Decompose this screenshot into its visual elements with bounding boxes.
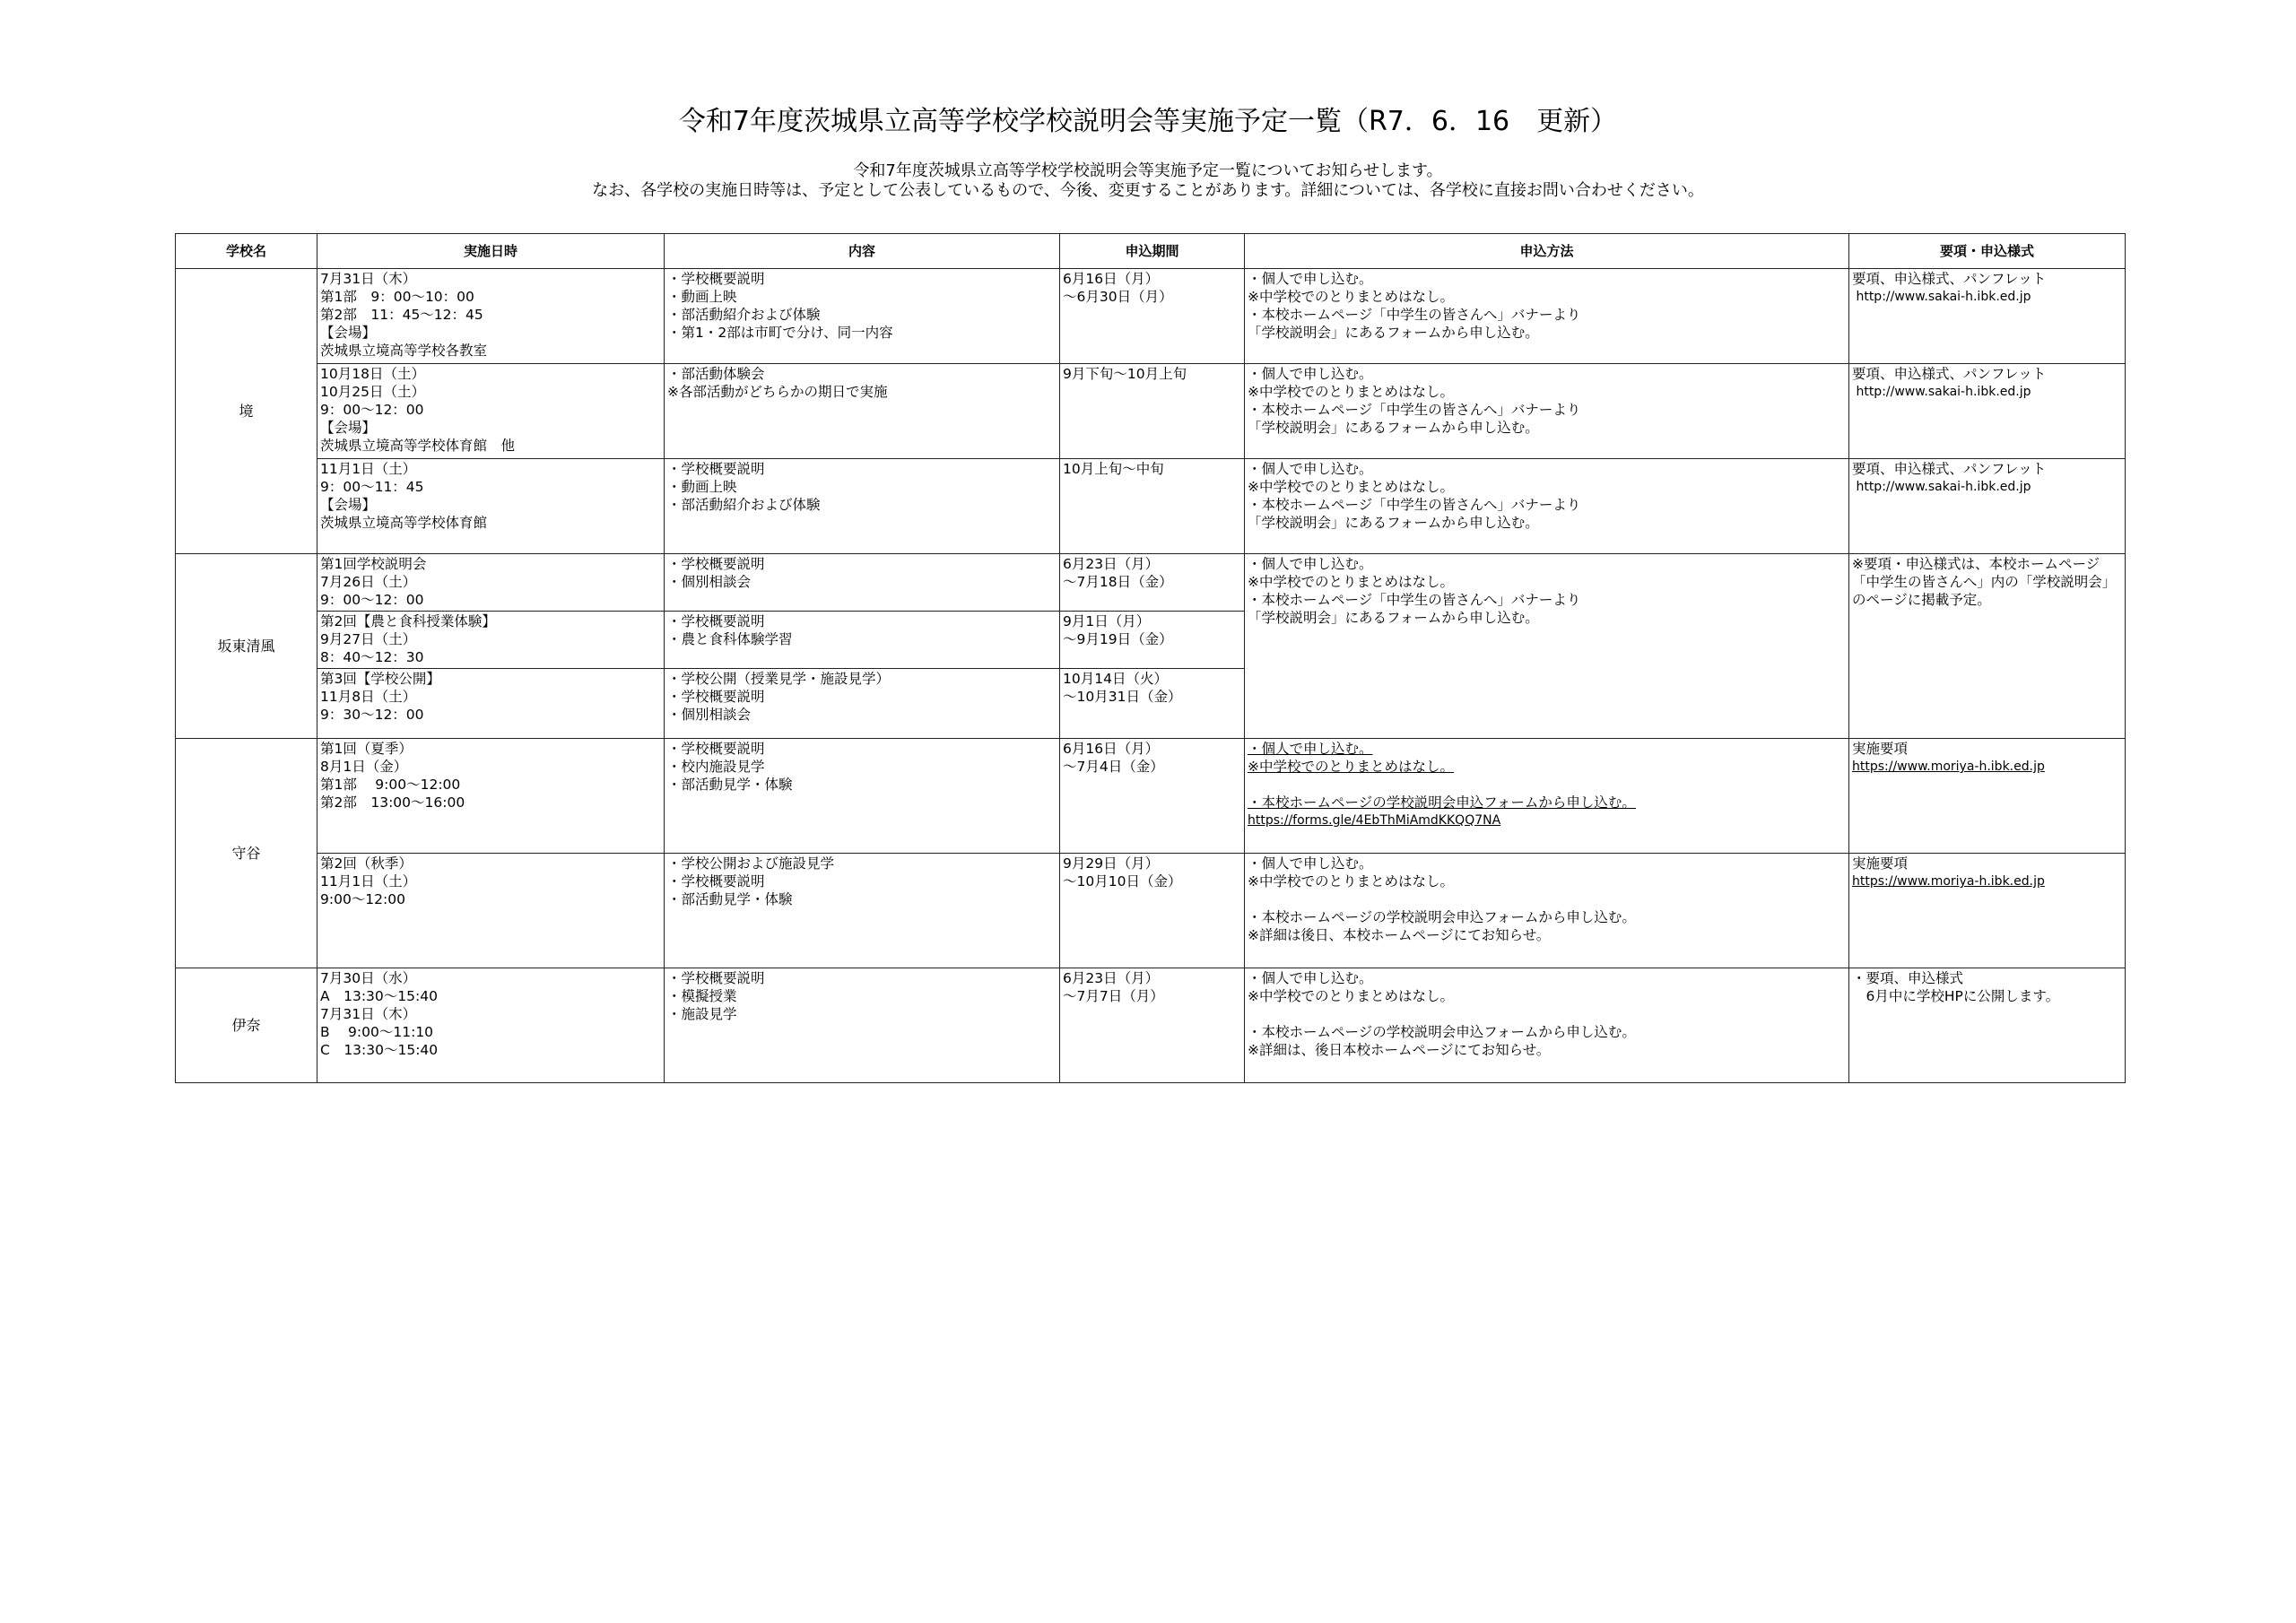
period-cell: 6月23日（月） ～7月18日（金） <box>1060 554 1245 612</box>
period-cell: 6月16日（月） ～6月30日（月） <box>1060 269 1245 364</box>
forms-cell: ・要項、申込様式 6月中に学校HPに公開します。 <box>1849 968 2126 1083</box>
period-cell: 10月上旬～中旬 <box>1060 459 1245 554</box>
period-cell: 6月23日（月） ～7月7日（月） <box>1060 968 1245 1083</box>
forms-cell: 要項、申込様式、パンフレット http://www.sakai-h.ibk.ed.jp <box>1849 459 2126 554</box>
method-cell: ・個人で申し込む。 ※中学校でのとりまとめはなし。 ・本校ホームページ「中学生の皆さんへ」バナーより 「学校説明会」にあるフォームから申し込む。 <box>1245 459 1849 554</box>
content-cell: ・学校公開および施設見学 ・学校概要説明 ・部活動見学・体験 <box>665 854 1060 968</box>
table-row <box>176 459 2126 554</box>
content-cell: ・学校概要説明 ・個別相談会 <box>665 554 1060 612</box>
school-url-link[interactable]: http://www.sakai-h.ibk.ed.jp <box>1852 385 2031 399</box>
content-cell: ・学校概要説明 ・動画上映 ・部活動紹介および体験 <box>665 459 1060 554</box>
forms-cell: 要項、申込様式、パンフレット http://www.sakai-h.ibk.ed.jp <box>1849 269 2126 364</box>
header-forms: 要項・申込様式 <box>1849 234 2126 269</box>
school-name: 守谷 <box>176 739 317 968</box>
period-cell: 10月14日（火） ～10月31日（金） <box>1060 669 1245 739</box>
forms-cell: 実施要項 https://www.moriya-h.ibk.ed.jp <box>1849 854 2126 968</box>
method-cell: ・個人で申し込む。 ※中学校でのとりまとめはなし。 ・本校ホームページの学校説明会申込フォームから申し込む。 ※詳細は、後日本校ホームページにてお知らせ。 <box>1245 968 1849 1083</box>
page-title: 令和7年度茨城県立高等学校学校説明会等実施予定一覧（R7．6．16 更新） <box>678 106 1618 137</box>
table-row <box>176 854 2126 968</box>
content-cell: ・学校概要説明 ・校内施設見学 ・部活動見学・体験 <box>665 739 1060 854</box>
method-cell: ・個人で申し込む。 ※中学校でのとりまとめはなし。 ・本校ホームページ「中学生の皆さんへ」バナーより 「学校説明会」にあるフォームから申し込む。 <box>1245 364 1849 459</box>
intro-text <box>0 161 2296 201</box>
datetime-cell: 7月30日（水） A 13:30～15:40 7月31日（木） B 9:00～11:10 C 13:30～15:40 <box>317 968 665 1083</box>
content-cell: ・学校概要説明 ・農と食科体験学習 <box>665 612 1060 669</box>
school-name: 境 <box>176 269 317 554</box>
school-name: 坂東清風 <box>176 554 317 739</box>
header-content: 内容 <box>665 234 1060 269</box>
header-datetime: 実施日時 <box>317 234 665 269</box>
method-cell: ・個人で申し込む。 ※中学校でのとりまとめはなし。 ・本校ホームページ「中学生の皆さんへ」バナーより 「学校説明会」にあるフォームから申し込む。 <box>1245 269 1849 364</box>
period-cell: 9月下旬～10月上旬 <box>1060 364 1245 459</box>
forms-cell: 実施要項 https://www.moriya-h.ibk.ed.jp <box>1849 739 2126 854</box>
table-row <box>176 739 2126 854</box>
datetime-cell: 11月1日（土） 9：00～11：45 【会場】 茨城県立境高等学校体育館 <box>317 459 665 554</box>
content-cell: ・学校概要説明 ・動画上映 ・部活動紹介および体験 ・第1・2部は市町で分け、同一内容 <box>665 269 1060 364</box>
school-url-link[interactable]: https://www.moriya-h.ibk.ed.jp <box>1852 874 2045 889</box>
content-cell: ・学校概要説明 ・模擬授業 ・施設見学 <box>665 968 1060 1083</box>
table-row <box>176 968 2126 1083</box>
period-cell: 9月1日（月） ～9月19日（金） <box>1060 612 1245 669</box>
school-name: 伊奈 <box>176 968 317 1083</box>
method-cell: ・個人で申し込む。 ※中学校でのとりまとめはなし。 ・本校ホームページの学校説明会申込フォームから申し込む。 https://forms.gle/4EbThMiAmdKKQQ7NA <box>1245 739 1849 854</box>
table-row <box>176 269 2126 364</box>
header-method: 申込方法 <box>1245 234 1849 269</box>
datetime-cell: 第1回学校説明会 7月26日（土） 9：00～12：00 <box>317 554 665 612</box>
table-row <box>176 554 2126 612</box>
content-cell: ・学校公開（授業見学・施設見学） ・学校概要説明 ・個別相談会 <box>665 669 1060 739</box>
datetime-cell: 7月31日（木） 第1部 9：00～10：00 第2部 11：45～12：45 【会場】 茨城県立境高等学校各教室 <box>317 269 665 364</box>
school-url-link[interactable]: https://www.moriya-h.ibk.ed.jp <box>1852 759 2045 774</box>
intro-line: 令和7年度茨城県立高等学校学校説明会等実施予定一覧についてお知らせします。 <box>853 161 1443 180</box>
header-period: 申込期間 <box>1060 234 1245 269</box>
school-url-link[interactable]: http://www.sakai-h.ibk.ed.jp <box>1852 290 2031 304</box>
period-cell: 9月29日（月） ～10月10日（金） <box>1060 854 1245 968</box>
datetime-cell: 第3回【学校公開】 11月8日（土） 9：30～12：00 <box>317 669 665 739</box>
schedule-table <box>175 233 2126 1083</box>
period-cell: 6月16日（月） ～7月4日（金） <box>1060 739 1245 854</box>
method-cell: ・個人で申し込む。 ※中学校でのとりまとめはなし。 ・本校ホームページの学校説明会申込フォームから申し込む。 ※詳細は後日、本校ホームページにてお知らせ。 <box>1245 854 1849 968</box>
datetime-cell: 第2回（秋季） 11月1日（土） 9:00～12:00 <box>317 854 665 968</box>
forms-cell: 要項、申込様式、パンフレット http://www.sakai-h.ibk.ed.jp <box>1849 364 2126 459</box>
table-header-row <box>176 234 2126 269</box>
datetime-cell: 10月18日（土） 10月25日（土） 9：00～12：00 【会場】 茨城県立境高等学校体育館 他 <box>317 364 665 459</box>
content-cell: ・部活動体験会 ※各部活動がどちらかの期日で実施 <box>665 364 1060 459</box>
datetime-cell: 第1回（夏季） 8月1日（金） 第1部 9:00～12:00 第2部 13:00～16:00 <box>317 739 665 854</box>
table-row <box>176 364 2126 459</box>
header-school: 学校名 <box>176 234 317 269</box>
datetime-cell: 第2回【農と食科授業体験】 9月27日（土） 8：40～12：30 <box>317 612 665 669</box>
forms-cell: ※要項・申込様式は、本校ホームページ 「中学生の皆さんへ」内の「学校説明会」 のページに掲載予定。 <box>1849 554 2126 739</box>
school-url-link[interactable]: http://www.sakai-h.ibk.ed.jp <box>1852 480 2031 494</box>
form-url-link[interactable]: https://forms.gle/4EbThMiAmdKKQQ7NA <box>1248 813 1501 828</box>
method-cell: ・個人で申し込む。 ※中学校でのとりまとめはなし。 ・本校ホームページ「中学生の皆さんへ」バナーより 「学校説明会」にあるフォームから申し込む。 <box>1245 554 1849 739</box>
intro-line: なお、各学校の実施日時等は、予定として公表しているもので、今後、変更することがあります。詳細については、各学校に直接お問い合わせください。 <box>592 181 1704 200</box>
